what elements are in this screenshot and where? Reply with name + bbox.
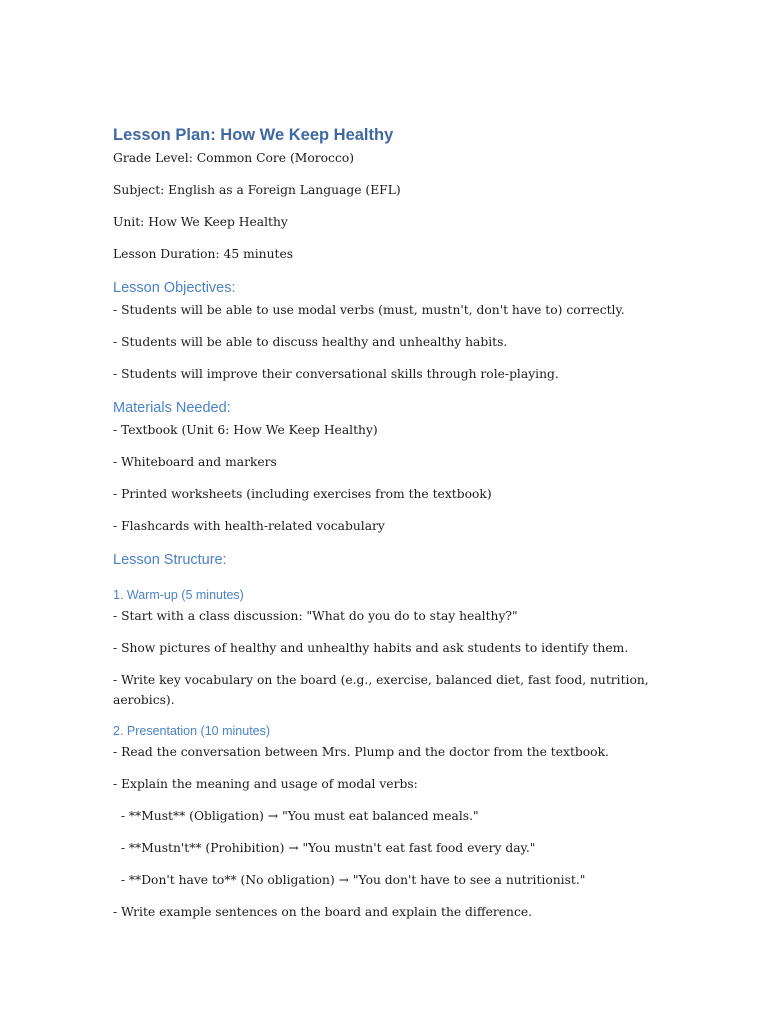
- objectives-heading: Lesson Objectives:: [113, 280, 236, 296]
- subject-line: Subject: English as a Foreign Language (EFL): [113, 183, 401, 197]
- presentation-item: - Read the conversation between Mrs. Plump and the doctor from the textbook.: [113, 745, 609, 759]
- presentation-item: - **Mustn't** (Prohibition) → "You mustn't eat fast food every day.": [113, 841, 536, 855]
- warmup-item: - Start with a class discussion: "What do you do to stay healthy?": [113, 609, 518, 623]
- warmup-item: - Show pictures of healthy and unhealthy habits and ask students to identify them.: [113, 641, 629, 655]
- material-item: - Flashcards with health-related vocabulary: [113, 519, 385, 533]
- presentation-heading: 2. Presentation (10 minutes): [113, 724, 271, 738]
- warmup-item: - Write key vocabulary on the board (e.g., exercise, balanced diet, fast food, nutrition, aerobics).: [113, 673, 653, 707]
- grade-level-line: Grade Level: Common Core (Morocco): [113, 151, 355, 165]
- warmup-heading: 1. Warm-up (5 minutes): [113, 588, 244, 602]
- presentation-item: - Explain the meaning and usage of modal verbs:: [113, 777, 418, 791]
- material-item: - Whiteboard and markers: [113, 455, 277, 469]
- presentation-item: - Write example sentences on the board and explain the difference.: [113, 905, 533, 919]
- objective-item: - Students will be able to discuss healthy and unhealthy habits.: [113, 335, 508, 349]
- document-content: [113, 124, 653, 922]
- materials-heading: Materials Needed:: [113, 400, 231, 416]
- objective-item: - Students will improve their conversational skills through role-playing.: [113, 367, 559, 381]
- page-title: Lesson Plan: How We Keep Healthy: [113, 126, 394, 144]
- unit-line: Unit: How We Keep Healthy: [113, 215, 288, 229]
- duration-line: Lesson Duration: 45 minutes: [113, 247, 294, 261]
- material-item: - Textbook (Unit 6: How We Keep Healthy): [113, 423, 378, 437]
- presentation-item: - **Don't have to** (No obligation) → "You don't have to see a nutritionist.": [113, 873, 586, 887]
- material-item: - Printed worksheets (including exercises from the textbook): [113, 487, 492, 501]
- presentation-item: - **Must** (Obligation) → "You must eat balanced meals.": [113, 809, 479, 823]
- structure-heading: Lesson Structure:: [113, 552, 227, 568]
- objective-item: - Students will be able to use modal verbs (must, mustn't, don't have to) correctly.: [113, 303, 625, 317]
